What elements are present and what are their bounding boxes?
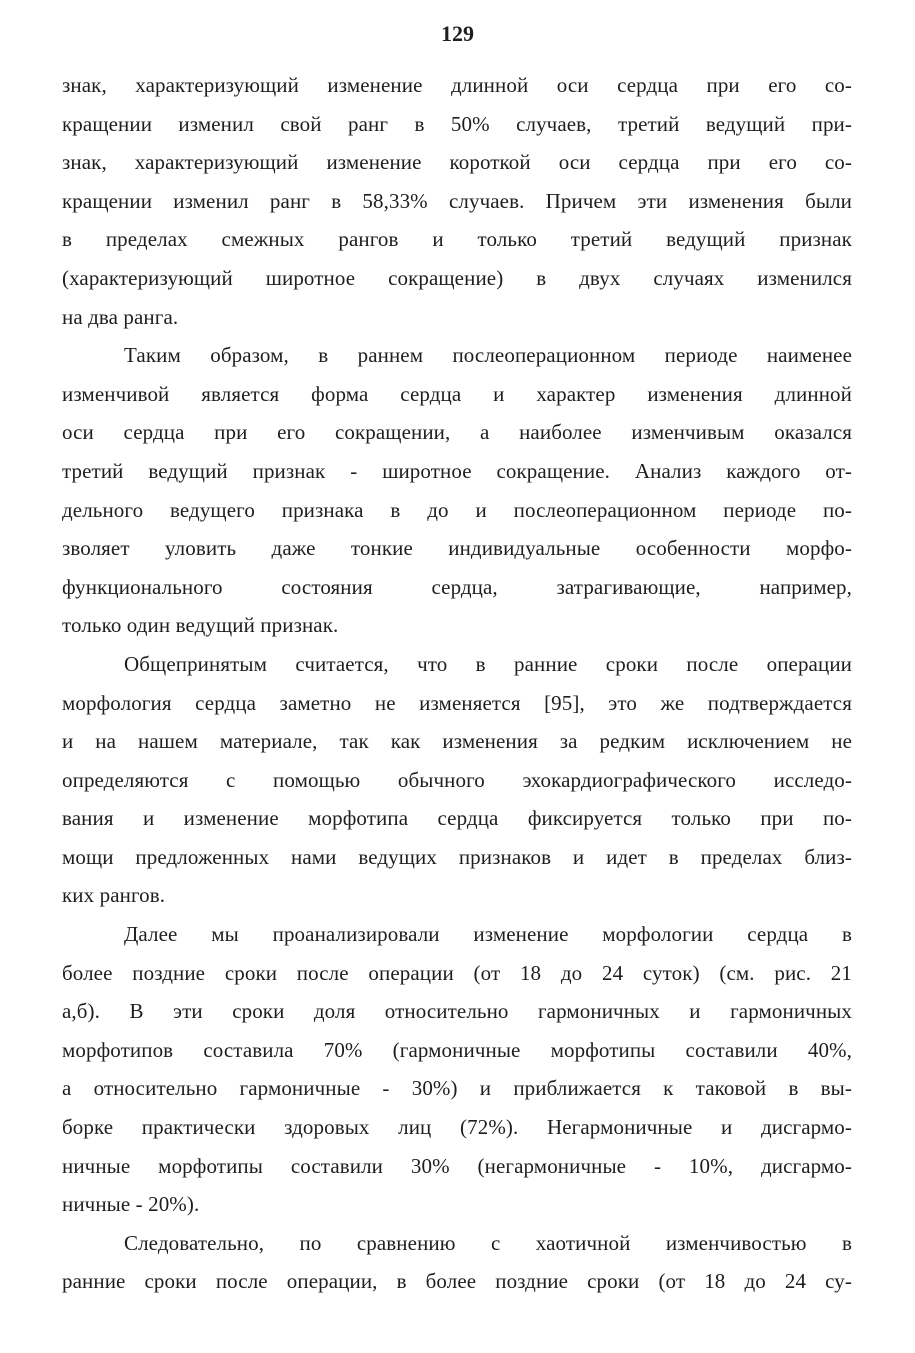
text-line: более поздние сроки после операции (от 18 до 24 суток) (см. рис. 21 [62, 960, 852, 985]
text-line: определяются с помощью обычного эхокардиографического исследо- [62, 767, 852, 792]
text-line: изменчивой является форма сердца и характер изменения длинной [62, 381, 852, 406]
text-line: третий ведущий признак - широтное сокращение. Анализ каждого от- [62, 458, 852, 483]
text-line: Следовательно, по сравнению с хаотичной изменчивостью в [124, 1230, 852, 1255]
text-line: ранние сроки после операции, в более поздние сроки (от 18 до 24 су- [62, 1269, 852, 1294]
text-line: и на нашем материале, так как изменения за редким исключением не [62, 729, 852, 754]
text-line: знак, характеризующий изменение длинной оси сердца при его со- [62, 73, 852, 97]
page-number: 129 [441, 21, 474, 46]
text-line: ничные - 20%). [62, 1192, 200, 1217]
paragraph [62, 645, 852, 915]
text-line: Далее мы проанализировали изменение морфологии сердца в [124, 922, 852, 947]
paragraph [62, 66, 852, 336]
paragraph [62, 336, 852, 645]
text-line: знак, характеризующий изменение короткой оси сердца при его со- [62, 150, 852, 175]
text-line: морфология сердца заметно не изменяется [95], это же подтверждается [62, 690, 852, 715]
paragraph [62, 915, 852, 1224]
text-line: кращении изменил свой ранг в 50% случаев, третий ведущий при- [62, 111, 852, 136]
text-line: мощи предложенных нами ведущих признаков и идет в пределах близ- [62, 844, 852, 869]
text-line: Общепринятым считается, что в ранние сроки после операции [124, 651, 852, 676]
text-line: (характеризующий широтное сокращение) в двух случаях изменился [62, 265, 852, 290]
text-line: ких рангов. [62, 883, 166, 908]
text-line: морфотипов составила 70% (гармоничные морфотипы составили 40%, [62, 1037, 852, 1062]
text-line: а относительно гармоничные - 30%) и приближается к таковой в вы- [62, 1076, 852, 1101]
text-line: зволяет уловить даже тонкие индивидуальные особенности морфо- [62, 536, 852, 561]
document-body [62, 66, 852, 1301]
paragraph [62, 1224, 852, 1301]
text-line: функционального состояния сердца, затрагивающие, например, [62, 574, 852, 599]
text-line: в пределах смежных рангов и только третий ведущий признак [62, 227, 852, 252]
text-line: борке практически здоровых лиц (72%). Негармоничные и дисгармо- [62, 1115, 852, 1140]
text-line: ничные морфотипы составили 30% (негармоничные - 10%, дисгармо- [62, 1153, 852, 1178]
text-line: только один ведущий признак. [62, 613, 339, 638]
text-line: кращении изменил ранг в 58,33% случаев. Причем эти изменения были [62, 188, 852, 213]
text-line: дельного ведущего признака в до и послеоперационном периоде по- [62, 497, 852, 522]
text-line: оси сердца при его сокращении, а наиболее изменчивым оказался [62, 420, 852, 445]
text-line: а,б). В эти сроки доля относительно гармоничных и гармоничных [62, 999, 852, 1024]
text-line: вания и изменение морфотипа сердца фиксируется только при по- [62, 806, 852, 831]
text-line: на два ранга. [62, 304, 179, 329]
text-line: Таким образом, в раннем послеоперационном периоде наименее [124, 343, 852, 368]
